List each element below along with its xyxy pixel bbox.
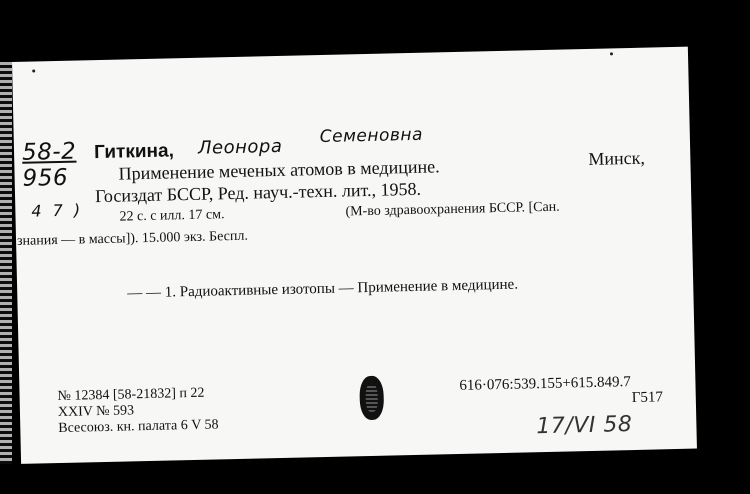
- publication-place: Минск,: [588, 147, 646, 169]
- record-number-line: № 12384 [58-21832] п 22: [57, 385, 205, 405]
- series-note: (М-во здравоохранения БССР. [Сан.: [345, 199, 560, 220]
- speck: [32, 69, 35, 72]
- margin-handwritten-marks: 4 7 ): [31, 200, 84, 221]
- publisher-line: Госиздат БССР, Ред. науч.-техн. лит., 1958.: [94, 178, 422, 207]
- circulation-line: знания — в массы]). 15.000 экз. Беспл.: [16, 228, 249, 249]
- physical-description: 22 с. с илл. 17 см.: [119, 207, 225, 225]
- author-name-handwritten: Леонора: [197, 135, 283, 159]
- author-surname: Гиткина,: [93, 140, 175, 164]
- udc-classification: 616·076:539.155+615.849.7: [459, 374, 631, 394]
- shelfmark-line-1: 58-2: [21, 138, 77, 166]
- record-series-line: XXIV № 593: [57, 403, 135, 421]
- chamber-stamp-line: Всесоюз. кн. палата 6 V 58: [58, 417, 219, 437]
- subject-heading: — — 1. Радиоактивные изотопы — Применение в медицине.: [127, 276, 519, 302]
- author-patronymic-handwritten: Семеновна: [319, 124, 424, 148]
- scanner-edge-strip: [0, 62, 12, 464]
- handwritten-date: 17/VI 58: [536, 412, 633, 440]
- book-title: Применение меченых атомов в медицине.: [118, 156, 440, 184]
- ink-seal-stamp: [359, 376, 384, 421]
- catalog-card: [12, 47, 697, 464]
- udc-author-mark: Г517: [631, 389, 664, 407]
- speck: [610, 52, 613, 55]
- shelfmark-line-2: 956: [22, 164, 69, 192]
